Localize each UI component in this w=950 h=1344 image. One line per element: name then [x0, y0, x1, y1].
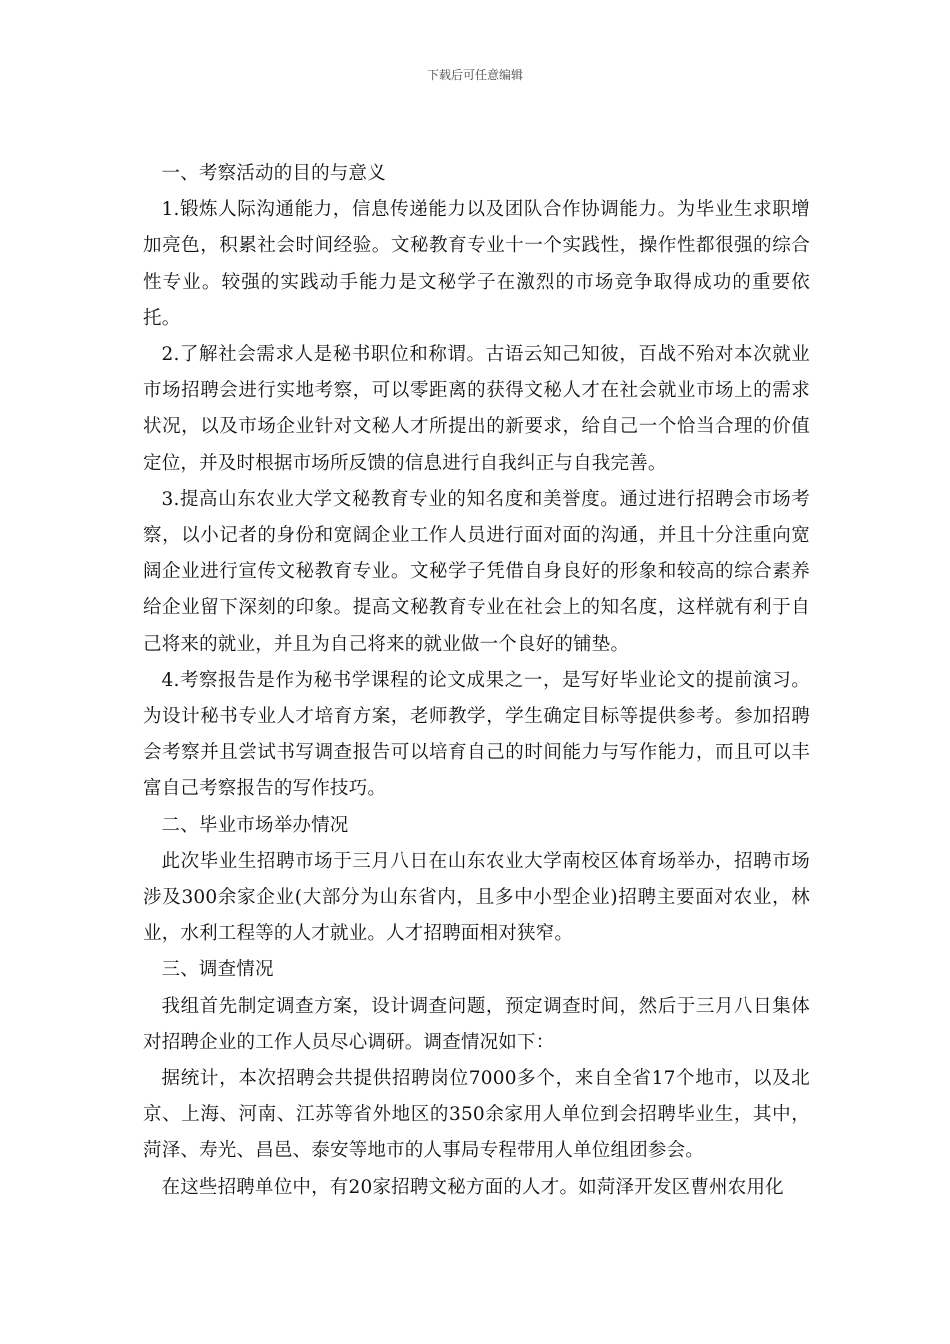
paragraph-point-3: 3.提高山东农业大学文秘教育专业的知名度和美誉度。通过进行招聘会市场考察，以小记者的身份和宽阔企业工作人员进行面对面的沟通，并且十分注重向宽阔企业进行宣传文秘教育专业。文秘学子凭借自身良好的形象和较高的综合素养给企业留下深刻的印象。提高文秘教育专业在社会上的知名度，这样就有利于自己将来的就业，并且为自己将来的就业做一个良好的铺垫。	[143, 488, 810, 655]
section-heading-survey: 三、调查情况	[161, 959, 274, 981]
paragraph-statistics: 据统计，本次招聘会共提供招聘岗位7000多个，来自全省17个地市，以及北京、上海、河南、江苏等省外地区的350余家用人单位到会招聘毕业生，其中，菏泽、寿光、昌邑、泰安等地市的人事局专程带用人单位组团参会。	[143, 1068, 810, 1162]
section-heading-purpose: 一、考察活动的目的与意义	[161, 163, 386, 184]
paragraph-point-2: 2.了解社会需求人是秘书职位和称谓。古语云知己知彼，百战不殆对本次就业市场招聘会进行实地考察，可以零距离的获得文秘人才在社会就业市场上的需求状况，以及市场企业针对文秘人才所提出的新要求，给自己一个恰当合理的价值定位，并及时根据市场所反馈的信息进行自我纠正与自我完善。	[143, 344, 810, 474]
paragraph-market: 此次毕业生招聘市场于三月八日在山东农业大学南校区体育场举办，招聘市场涉及300余家企业(大部分为山东省内，且多中小型企业)招聘主要面对农业，林业，水利工程等的人才就业。人才招聘面相对狭窄。	[143, 850, 810, 945]
paragraph-units: 在这些招聘单位中，有20家招聘文秘方面的人才。如菏泽开发区曹州农用化	[161, 1176, 784, 1198]
paragraph-point-1: 1.锻炼人际沟通能力，信息传递能力以及团队合作协调能力。为毕业生求职增加亮色，积累社会时间经验。文秘教育专业十一个实践性，操作性都很强的综合性专业。较强的实践动手能力是文秘学子在激烈的市场竞争取得成功的重要依托。	[143, 199, 810, 329]
paragraph-point-4: 4.考察报告是作为秘书学课程的论文成果之一，是写好毕业论文的提前演习。为设计秘书专业人才培育方案，老师教学，学生确定目标等提供参考。参加招聘会考察并且尝试书写调查报告可以培育自己的时间能力与写作能力，而且可以丰富自己考察报告的写作技巧。	[143, 669, 810, 800]
document-body	[143, 156, 810, 1206]
page-header-note: 下载后可任意编辑	[426, 68, 523, 82]
section-heading-market: 二、毕业市场举办情况	[161, 814, 349, 836]
paragraph-survey-plan: 我组首先制定调查方案，设计调查问题，预定调查时间，然后于三月八日集体对招聘企业的工作人员尽心调研。调查情况如下：	[143, 995, 810, 1053]
